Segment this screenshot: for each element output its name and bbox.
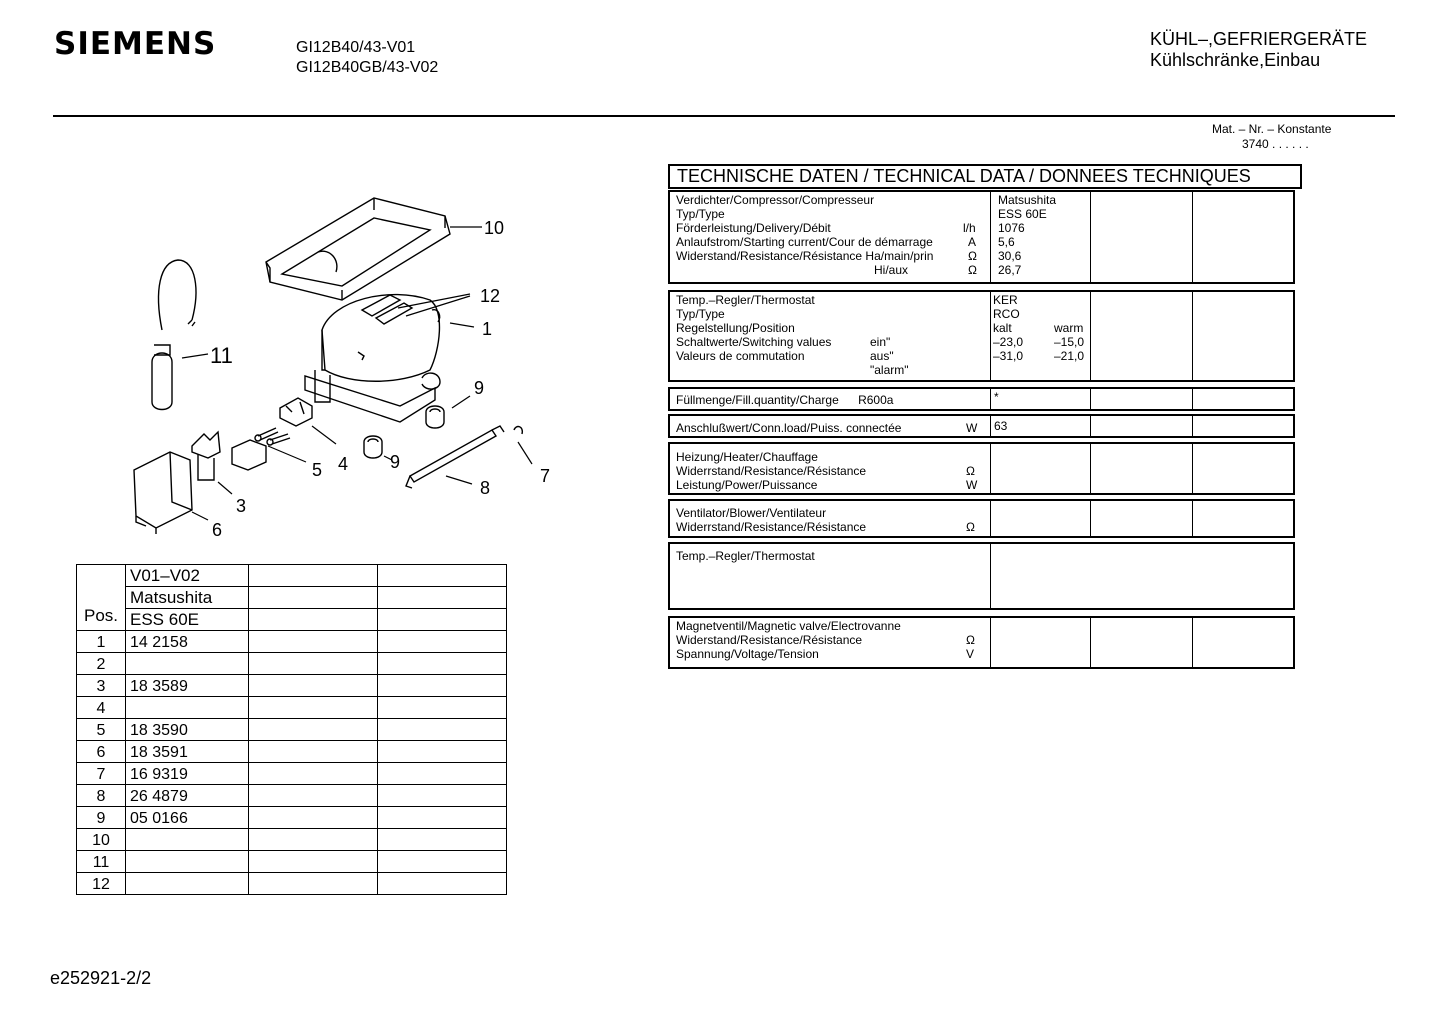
variant-header: V01–V02 (126, 565, 249, 587)
label: Widerrstand/Resistance/Résistance (676, 464, 867, 478)
mat-label: Mat. – Nr. – Konstante (1212, 122, 1332, 136)
cover-drawing (134, 452, 192, 534)
table-row (77, 807, 507, 829)
part-number-cell (126, 697, 249, 719)
parts-body (77, 631, 507, 895)
callout-12: 12 (480, 286, 501, 306)
label: Schaltwerte/Switching values (676, 335, 832, 349)
type-header: ESS 60E (126, 609, 249, 631)
parts-header-row (77, 587, 507, 609)
table-row (77, 829, 507, 851)
part-number-cell: 14 2158 (126, 631, 249, 653)
unit: Ω (966, 464, 975, 478)
value: –21,0 (1054, 349, 1085, 363)
refrigerant: R600a (858, 393, 894, 407)
conn-section (668, 414, 1295, 438)
bracket-drawing (406, 426, 522, 488)
table-row (77, 873, 507, 895)
label: Spannung/Voltage/Tension (676, 647, 819, 661)
heater-section (668, 442, 1295, 495)
pos-cell: 7 (77, 763, 126, 785)
parts-header-row (77, 609, 507, 631)
part-number-cell: 18 3590 (126, 719, 249, 741)
label: Heizung/Heater/Chauffage (676, 450, 818, 464)
value: –15,0 (1054, 335, 1085, 349)
units (966, 633, 975, 661)
drip-tray-drawing (266, 198, 450, 300)
state: "alarm" (870, 363, 909, 377)
switch-states (870, 335, 909, 377)
pos-cell: 2 (77, 653, 126, 675)
valve-labels (676, 619, 901, 661)
clamp-drawing (280, 398, 312, 426)
value: 5,6 (998, 235, 1015, 249)
callout-7: 7 (540, 466, 551, 486)
label: Verdichter/Compressor/Compresseur (676, 193, 875, 207)
callout-6: 6 (212, 520, 223, 540)
callout-1: 1 (482, 319, 493, 339)
label: Ventilator/Blower/Ventilateur (676, 506, 827, 520)
state: ein" (870, 335, 891, 349)
category-2: Kühlschränke,Einbau (1150, 50, 1321, 70)
brand-header: Matsushita (126, 587, 249, 609)
category-1: KÜHL–,GEFRIERGERÄTE (1150, 29, 1368, 49)
part-number-cell: 16 9319 (126, 763, 249, 785)
fan-section (668, 499, 1295, 538)
compressor-labels (676, 193, 933, 277)
table-row (77, 697, 507, 719)
value: kalt (993, 321, 1012, 335)
unit: W (966, 421, 978, 435)
value: ESS 60E (998, 207, 1047, 221)
value: Matsushita (998, 193, 1057, 207)
units (966, 464, 977, 492)
part-number-cell: 18 3589 (126, 675, 249, 697)
pos-cell: 1 (77, 631, 126, 653)
table-row (77, 653, 507, 675)
unit: W (966, 478, 978, 492)
compressor-values (998, 193, 1056, 277)
thermostat-labels (676, 293, 831, 363)
unit: Ω (968, 263, 977, 277)
unit: Ω (968, 249, 977, 263)
label: Valeurs de commutation (676, 349, 805, 363)
model-1: GI12B40/43-V01 (296, 39, 416, 56)
callout-9b: 9 (390, 452, 401, 472)
label: Füllmenge/Fill.quantity/Charge (676, 393, 839, 407)
label: Regelstellung/Position (676, 321, 795, 335)
part-number-cell (126, 851, 249, 873)
state: aus" (870, 349, 894, 363)
fill-section (668, 387, 1295, 411)
label: Magnetventil/Magnetic valve/Electrovanne (676, 619, 901, 633)
value: 1076 (998, 221, 1025, 235)
pos-header: Pos. (77, 565, 126, 631)
callout-4: 4 (338, 454, 349, 474)
table-row (77, 851, 507, 873)
label: Leistung/Power/Puissance (676, 478, 818, 492)
part-number-cell: 26 4879 (126, 785, 249, 807)
pos-cell: 4 (77, 697, 126, 719)
unit: A (968, 235, 977, 249)
pos-cell: 10 (77, 829, 126, 851)
thermostat-values-b (1054, 321, 1084, 363)
table-row (77, 631, 507, 653)
value: 63 (994, 419, 1008, 433)
screws-drawing (255, 428, 290, 445)
model-numbers (296, 38, 438, 78)
part-number-cell: 18 3591 (126, 741, 249, 763)
label: Widerrstand/Resistance/Résistance (676, 520, 867, 534)
value: * (994, 390, 999, 404)
callout-11: 10 (484, 218, 505, 238)
part-number-cell (126, 829, 249, 851)
tech-title: TECHNISCHE DATEN / TECHNICAL DATA / DONNEES TECHNIQUES (668, 164, 1302, 189)
pos-cell: 11 (77, 851, 126, 873)
unit: Ω (966, 633, 975, 647)
parts-diagram (100, 190, 570, 550)
label: Typ/Type (676, 207, 725, 221)
label: Temp.–Regler/Thermostat (676, 549, 815, 563)
pos-cell: 9 (77, 807, 126, 829)
model-2: GI12B40GB/43-V02 (296, 59, 439, 76)
value: –23,0 (993, 335, 1024, 349)
unit: V (966, 647, 975, 661)
value: 26,7 (998, 263, 1022, 277)
valve-section (668, 616, 1295, 669)
mat-number (1212, 122, 1331, 152)
table-row (77, 675, 507, 697)
callout-numbers (210, 218, 550, 540)
callout-10: 11 (210, 343, 233, 368)
category (1150, 29, 1367, 71)
table-row (77, 785, 507, 807)
leader-lines (182, 227, 532, 520)
compressor-drawing (305, 295, 440, 422)
label: Widerstand/Resistance/Résistance (676, 633, 863, 647)
fan-labels (676, 506, 866, 534)
label: Widerstand/Resistance/Résistance Ha/main/prin (676, 249, 934, 263)
label: Hi/aux (874, 263, 909, 277)
thermostat-section (668, 290, 1295, 382)
thermostat-values-a (993, 293, 1023, 363)
label: Temp.–Regler/Thermostat (676, 293, 815, 307)
value: KER (993, 293, 1018, 307)
pos-cell: 8 (77, 785, 126, 807)
heater-labels (676, 450, 866, 492)
pos-cell: 12 (77, 873, 126, 895)
callout-9a: 9 (474, 378, 485, 398)
label: Typ/Type (676, 307, 725, 321)
unit: l/h (963, 221, 976, 235)
pos-cell: 3 (77, 675, 126, 697)
fill-label (676, 393, 893, 407)
value: warm (1054, 321, 1084, 335)
callout-5: 5 (312, 460, 323, 480)
parts-table (76, 564, 507, 895)
units (963, 221, 977, 277)
table-row (77, 741, 507, 763)
brand-logo: SIEMENS (54, 26, 217, 62)
part-number-cell (126, 873, 249, 895)
part-number-cell (126, 653, 249, 675)
value: –31,0 (993, 349, 1024, 363)
label: Förderleistung/Delivery/Débit (676, 221, 831, 235)
label: Anlaufstrom/Starting current/Cour de démarrage (676, 235, 933, 249)
pos-cell: 5 (77, 719, 126, 741)
thermostat2-section (668, 542, 1295, 610)
capacitor-drawing (152, 260, 196, 410)
header-divider (53, 115, 1395, 117)
label: Anschlußwert/Conn.load/Puiss. connectée (676, 421, 902, 435)
callout-3: 3 (236, 496, 247, 516)
parts-header-row (77, 565, 507, 587)
callout-8: 8 (480, 478, 491, 498)
unit: Ω (966, 520, 975, 534)
document-id: e252921-2/2 (50, 968, 152, 988)
table-row (77, 719, 507, 741)
value: 30,6 (998, 249, 1022, 263)
table-row (77, 763, 507, 785)
value: RCO (993, 307, 1020, 321)
part-number-cell: 05 0166 (126, 807, 249, 829)
mat-value: 3740 . . . . . . (1242, 137, 1309, 151)
pos-cell: 6 (77, 741, 126, 763)
compressor-section (668, 190, 1295, 284)
